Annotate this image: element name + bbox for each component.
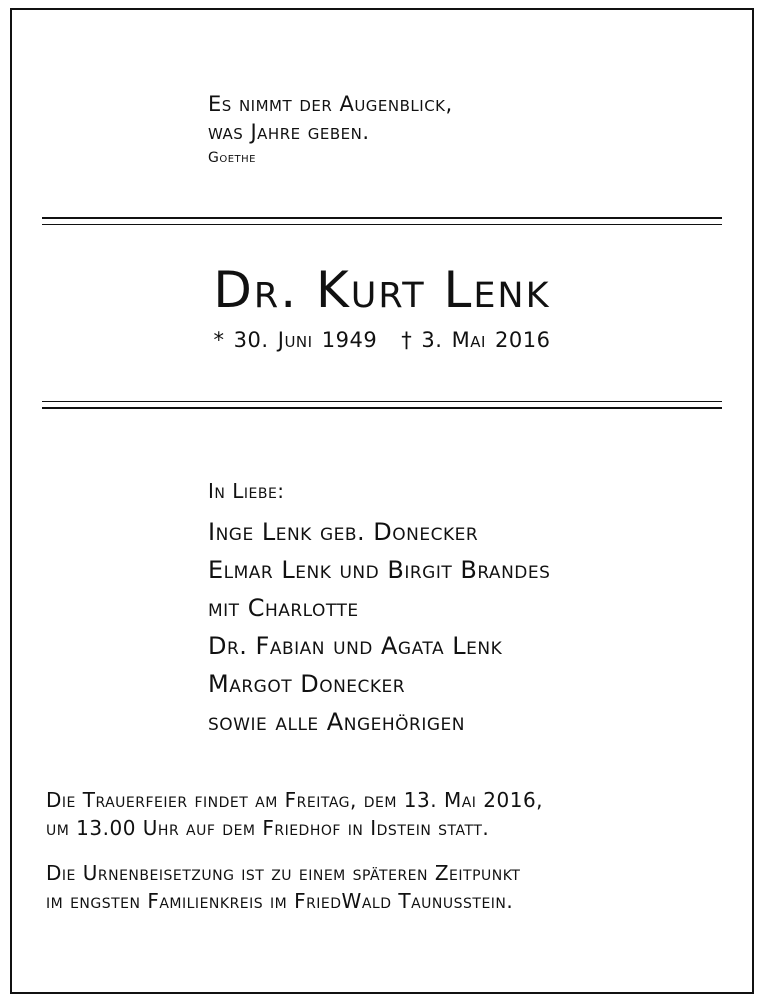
quote-line-1: Es nimmt der Augenblick, bbox=[208, 92, 453, 116]
quote-line-2: was Jahre geben. bbox=[208, 120, 370, 144]
mourner-line: Margot Donecker bbox=[208, 670, 406, 698]
deceased-name: Dr. Kurt Lenk bbox=[213, 261, 551, 319]
urn-burial-notice bbox=[46, 859, 520, 915]
birth-date: * 30. Juni 1949 bbox=[213, 328, 378, 352]
mourner-line: sowie alle Angehörigen bbox=[208, 708, 465, 736]
quote-author: Goethe bbox=[208, 150, 256, 166]
goethe-quote bbox=[208, 90, 453, 168]
urn-line-2: im engsten Familienkreis im FriedWald Taunusstein. bbox=[46, 889, 514, 913]
urn-line-1: Die Urnenbeisetzung ist zu einem späteren Zeitpunkt bbox=[46, 861, 521, 885]
mourner-line: Dr. Fabian und Agata Lenk bbox=[208, 632, 503, 660]
bottom-double-rule bbox=[42, 401, 722, 409]
mourners-intro: In Liebe: bbox=[208, 479, 285, 503]
death-date: † 3. Mai 2016 bbox=[401, 328, 551, 352]
mourner-line: mit Charlotte bbox=[208, 594, 359, 622]
funeral-line-1: Die Trauerfeier findet am Freitag, dem 13. Mai 2016, bbox=[46, 788, 544, 812]
funeral-notice bbox=[46, 786, 543, 842]
top-double-rule bbox=[42, 217, 722, 225]
life-dates bbox=[0, 327, 764, 353]
mourner-line: Inge Lenk geb. Donecker bbox=[208, 518, 479, 546]
mourners-list bbox=[208, 513, 550, 741]
mourner-line: Elmar Lenk und Birgit Brandes bbox=[208, 556, 551, 584]
funeral-line-2: um 13.00 Uhr auf dem Friedhof in Idstein statt. bbox=[46, 816, 490, 840]
